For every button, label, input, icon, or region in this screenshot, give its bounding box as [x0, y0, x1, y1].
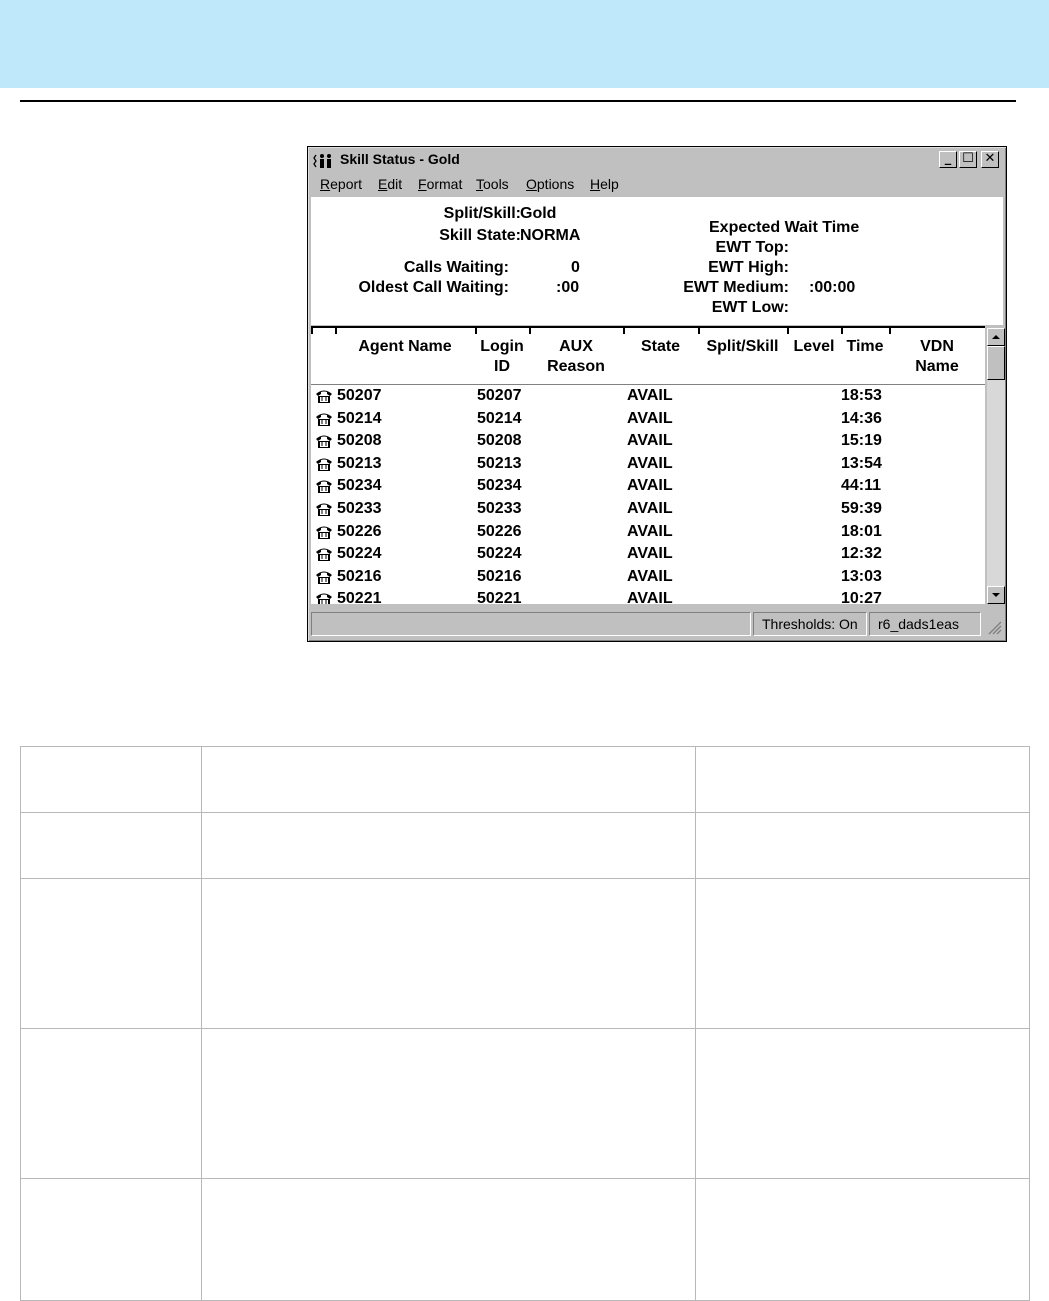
split-skill-label: Split/Skill: — [443, 205, 521, 222]
menu-report[interactable]: Report — [320, 176, 363, 192]
split-skill-value: Gold — [520, 205, 557, 222]
menu-edit[interactable]: Edit — [378, 176, 403, 192]
table-row — [21, 1029, 1030, 1179]
login-id-cell: 50226 — [477, 522, 522, 540]
phone-icon — [314, 411, 334, 427]
ewt-low-label: EWT Low: — [711, 299, 789, 316]
table-cell — [696, 747, 1030, 813]
menu-format[interactable]: Format — [418, 176, 463, 192]
state-cell: AVAIL — [627, 545, 673, 563]
column-header-vdn-name[interactable]: VDN Name — [915, 338, 959, 375]
state-cell: AVAIL — [627, 387, 673, 404]
table-cell — [696, 1029, 1030, 1179]
phone-icon — [314, 546, 334, 562]
column-header-aux-reason[interactable]: AUX Reason — [547, 338, 605, 375]
time-cell: 13:03 — [841, 567, 882, 585]
login-id-cell: 50207 — [477, 387, 522, 404]
table-cell — [21, 1179, 202, 1301]
column-divider[interactable] — [529, 328, 531, 334]
table-row[interactable] — [311, 453, 985, 475]
phone-icon — [314, 569, 334, 585]
time-cell: 18:01 — [841, 522, 882, 540]
status-bar — [310, 609, 1004, 639]
header-rule — [20, 100, 1016, 102]
phone-icon — [314, 501, 334, 517]
table-row — [21, 879, 1030, 1029]
agent-name-cell: 50213 — [337, 454, 382, 472]
column-divider[interactable] — [335, 328, 337, 334]
table-cell — [201, 879, 696, 1029]
table-row — [21, 1179, 1030, 1301]
login-id-cell: 50233 — [477, 500, 522, 517]
table-cell — [696, 1179, 1030, 1301]
column-header-level[interactable]: Level — [793, 338, 835, 355]
table-cell — [21, 1029, 202, 1179]
table-row[interactable] — [311, 385, 985, 407]
resize-grip-icon[interactable] — [986, 619, 1002, 635]
scroll-down-button[interactable] — [987, 586, 1005, 604]
state-cell: AVAIL — [627, 590, 673, 604]
state-cell: AVAIL — [627, 522, 673, 540]
phone-icon — [314, 456, 334, 472]
ewt-top-label: EWT Top: — [715, 239, 789, 256]
table-cell — [21, 813, 202, 879]
window-title: Skill Status - Gold — [340, 151, 460, 167]
agent-name-cell: 50234 — [337, 477, 382, 495]
table-cell — [21, 747, 202, 813]
time-cell: 18:53 — [841, 387, 882, 404]
column-divider[interactable] — [698, 328, 700, 334]
phone-icon — [314, 591, 334, 604]
scroll-thumb[interactable] — [987, 346, 1005, 380]
time-cell: 12:32 — [841, 545, 882, 563]
ewt-medium-label: EWT Medium: — [683, 279, 789, 296]
thresholds-status: Thresholds: On — [753, 612, 867, 636]
state-cell: AVAIL — [627, 454, 673, 472]
table-cell — [696, 813, 1030, 879]
column-divider[interactable] — [623, 328, 625, 334]
ewt-high-label: EWT High: — [708, 259, 789, 276]
arrow-down-icon — [988, 587, 1004, 603]
arrow-up-icon — [988, 329, 1004, 345]
page-header-band — [0, 0, 1049, 88]
table-row[interactable] — [311, 498, 985, 520]
column-header-state[interactable]: State — [640, 338, 681, 355]
menu-help[interactable]: Help — [590, 176, 619, 192]
table-row — [21, 813, 1030, 879]
login-id-cell: 50208 — [477, 432, 522, 450]
menu-tools[interactable]: Tools — [476, 176, 509, 192]
agent-name-cell: 50214 — [337, 409, 382, 427]
calls-waiting-label: Calls Waiting: — [403, 259, 509, 276]
skill-state-value: NORMA — [520, 227, 581, 244]
time-cell: 44:11 — [841, 477, 882, 495]
vertical-scrollbar[interactable] — [987, 328, 1005, 604]
agent-name-cell: 50233 — [337, 500, 382, 517]
agents-icon — [313, 153, 337, 169]
column-header-time[interactable]: Time — [846, 338, 884, 355]
table-row[interactable] — [311, 430, 985, 452]
login-id-cell: 50234 — [477, 477, 522, 495]
agent-name-cell: 50221 — [337, 590, 382, 604]
table-row[interactable] — [311, 543, 985, 565]
status-pane-main — [311, 612, 751, 636]
state-cell: AVAIL — [627, 432, 673, 450]
login-id-cell: 50224 — [477, 545, 522, 563]
document-table — [20, 746, 1030, 1301]
phone-icon — [314, 478, 334, 494]
table-cell — [201, 747, 696, 813]
table-cell — [201, 1029, 696, 1179]
time-cell: 14:36 — [841, 409, 882, 427]
skill-status-window — [307, 146, 1007, 642]
state-cell: AVAIL — [627, 567, 673, 585]
column-divider[interactable] — [841, 328, 843, 334]
ewt-medium-value: :00:00 — [809, 279, 856, 296]
time-cell: 15:19 — [841, 432, 882, 450]
column-header-split-skill[interactable]: Split/Skill — [706, 338, 779, 355]
column-divider[interactable] — [475, 328, 477, 334]
login-id-cell: 50214 — [477, 409, 522, 427]
column-header-agent-name[interactable]: Agent Name — [358, 338, 452, 355]
column-divider[interactable] — [889, 328, 891, 334]
column-divider[interactable] — [311, 328, 313, 334]
agent-name-cell: 50224 — [337, 545, 382, 563]
skill-summary-panel — [311, 197, 1003, 325]
time-cell: 59:39 — [841, 500, 882, 517]
agent-name-cell: 50216 — [337, 567, 382, 585]
table-cell — [21, 879, 202, 1029]
column-header-login-id[interactable]: Login ID — [480, 338, 524, 375]
minimize-button[interactable]: _ — [939, 151, 957, 168]
menu-bar — [310, 173, 1004, 195]
table-row — [21, 747, 1030, 813]
table-cell — [201, 813, 696, 879]
ewt-title: Expected Wait Time — [709, 219, 860, 236]
table-cell — [201, 1179, 696, 1301]
phone-icon — [314, 433, 334, 449]
agent-name-cell: 50226 — [337, 522, 382, 540]
table-header — [311, 328, 985, 385]
oldest-call-value: :00 — [556, 279, 580, 296]
title-bar[interactable] — [310, 149, 1004, 171]
phone-icon — [314, 388, 334, 404]
maximize-button[interactable]: ☐ — [959, 151, 977, 168]
server-status: r6_dads1eas — [869, 612, 981, 636]
oldest-call-label: Oldest Call Waiting: — [358, 279, 509, 296]
login-id-cell: 50221 — [477, 590, 522, 604]
agent-table — [311, 326, 985, 604]
menu-options[interactable]: Options — [526, 176, 575, 192]
table-cell — [696, 879, 1030, 1029]
time-cell: 13:54 — [841, 454, 882, 472]
state-cell: AVAIL — [627, 500, 673, 517]
scroll-up-button[interactable] — [987, 328, 1005, 346]
state-cell: AVAIL — [627, 477, 673, 495]
table-row[interactable] — [311, 521, 985, 543]
column-divider[interactable] — [787, 328, 789, 334]
table-row[interactable] — [311, 408, 985, 430]
calls-waiting-value: 0 — [571, 259, 580, 276]
skill-state-label: Skill State: — [439, 227, 521, 244]
time-cell: 10:27 — [841, 590, 882, 604]
phone-icon — [314, 524, 334, 540]
table-row[interactable] — [311, 588, 985, 604]
login-id-cell: 50216 — [477, 567, 522, 585]
table-row[interactable] — [311, 475, 985, 497]
state-cell: AVAIL — [627, 409, 673, 427]
login-id-cell: 50213 — [477, 454, 522, 472]
table-row[interactable] — [311, 566, 985, 588]
close-button[interactable]: ✕ — [981, 151, 999, 168]
agent-name-cell: 50207 — [337, 387, 382, 404]
agent-name-cell: 50208 — [337, 432, 382, 450]
